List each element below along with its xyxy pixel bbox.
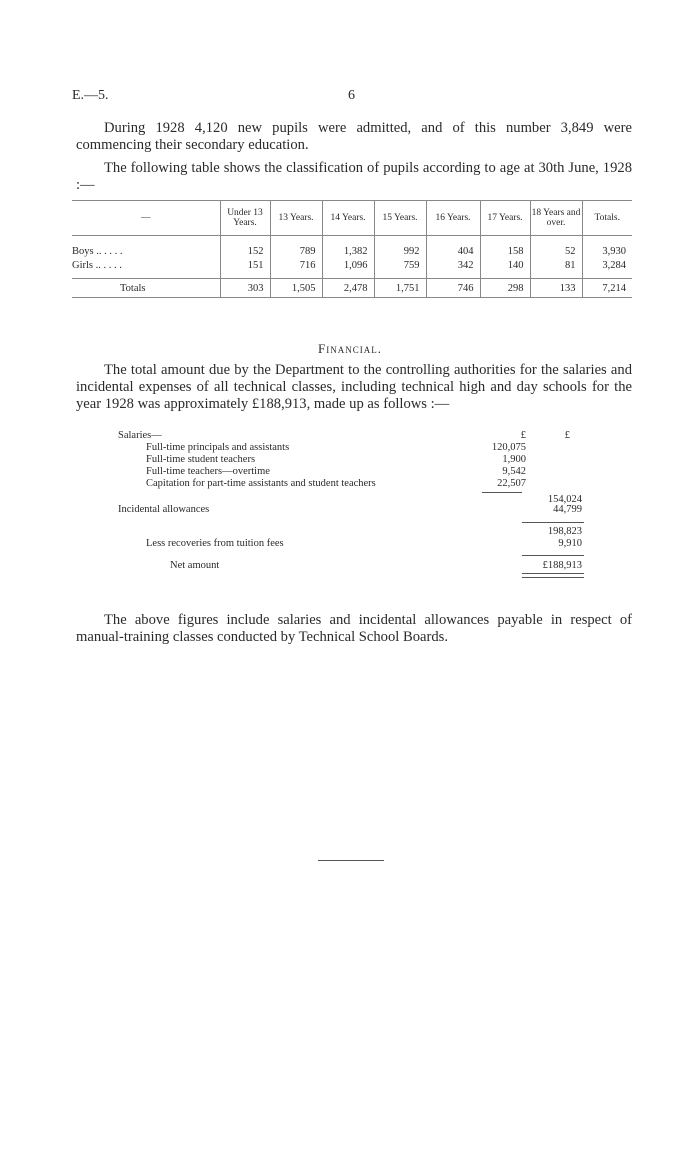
item-amount: 1,900 bbox=[502, 454, 526, 465]
row-label: Girls .. . . . . bbox=[72, 259, 122, 271]
table-header-row bbox=[72, 201, 632, 236]
table-cell: 133 bbox=[530, 279, 582, 298]
statement-row bbox=[118, 572, 588, 578]
item-label: Full-time teachers—overtime bbox=[146, 466, 270, 477]
subtotal-rule bbox=[522, 555, 584, 556]
statement-row bbox=[118, 478, 588, 490]
intro-paragraph-1: During 1928 4,120 new pupils were admitted, and of this number 3,849 were commencing their secondary education. bbox=[76, 120, 632, 153]
item-label: Full-time principals and assistants bbox=[146, 442, 290, 453]
recoveries-label: Less recoveries from tuition fees bbox=[146, 538, 284, 549]
total-double-rule bbox=[522, 573, 584, 578]
financial-statement bbox=[118, 430, 588, 578]
table-cell: 151 bbox=[220, 258, 270, 272]
column-header: 18 Years and over. bbox=[530, 201, 582, 236]
table-row bbox=[72, 258, 632, 272]
incidental-label: Incidental allowances bbox=[118, 504, 210, 515]
column-header: 13 Years. bbox=[270, 201, 322, 236]
table-cell: 404 bbox=[426, 244, 480, 258]
intro-paragraph-2: The following table shows the classification of pupils according to age at 30th June, 1928 :— bbox=[76, 160, 632, 193]
recoveries-amount: 9,910 bbox=[558, 538, 582, 549]
table-cell: 1,096 bbox=[322, 258, 374, 272]
column-header: 16 Years. bbox=[426, 201, 480, 236]
table-cell: 342 bbox=[426, 258, 480, 272]
intro-text bbox=[76, 120, 632, 194]
column-header: 15 Years. bbox=[374, 201, 426, 236]
table-cell: 3,284 bbox=[582, 258, 632, 272]
column-header: 17 Years. bbox=[480, 201, 530, 236]
statement-row bbox=[118, 442, 588, 454]
item-amount: 120,075 bbox=[491, 442, 526, 453]
currency-symbol: £ bbox=[564, 430, 570, 441]
closing-text bbox=[76, 612, 632, 646]
subtotal-amount: 198,823 bbox=[547, 526, 582, 537]
table-cell: 1,751 bbox=[374, 279, 426, 298]
financial-paragraph: The total amount due by the Department to the controlling authorities for the salaries and incidental expenses of all technical classes, including technical high and day schools for the year 1928 was approximately £188,913, made up as follows :— bbox=[76, 362, 632, 412]
item-amount: 22,507 bbox=[497, 478, 526, 489]
item-label: Capitation for part-time assistants and student teachers bbox=[146, 478, 376, 489]
statement-row bbox=[118, 454, 588, 466]
table-cell: 716 bbox=[270, 258, 322, 272]
table-cell: 140 bbox=[480, 258, 530, 272]
statement-header-row bbox=[118, 430, 588, 442]
table-cell: 2,478 bbox=[322, 279, 374, 298]
closing-paragraph: The above figures include salaries and incidental allowances payable in respect of manual-training classes conducted by Technical School Boards. bbox=[76, 612, 632, 645]
table-cell: 789 bbox=[270, 244, 322, 258]
table-cell: 158 bbox=[480, 244, 530, 258]
table-cell: 1,505 bbox=[270, 279, 322, 298]
statement-row bbox=[118, 466, 588, 478]
net-amount: £188,913 bbox=[542, 560, 582, 571]
statement-row bbox=[118, 550, 588, 572]
row-label: Boys .. . . . . bbox=[72, 245, 123, 257]
table-cell: 3,930 bbox=[582, 244, 632, 258]
statement-row bbox=[118, 490, 588, 504]
table-cell: 81 bbox=[530, 258, 582, 272]
subtotal-rule bbox=[482, 492, 522, 493]
table-cell: 52 bbox=[530, 244, 582, 258]
document-reference: E.—5. bbox=[72, 88, 109, 103]
item-label: Full-time student teachers bbox=[146, 454, 256, 465]
incidental-amount: 44,799 bbox=[553, 504, 582, 515]
table-cell: 1,382 bbox=[322, 244, 374, 258]
table-cell: 298 bbox=[480, 279, 530, 298]
page-end-rule bbox=[318, 860, 384, 861]
currency-symbol: £ bbox=[520, 430, 526, 441]
column-header: 14 Years. bbox=[322, 201, 374, 236]
page-number: 6 bbox=[348, 88, 355, 103]
subtotal-rule bbox=[522, 522, 584, 523]
table-cell: 152 bbox=[220, 244, 270, 258]
age-classification-table bbox=[72, 200, 632, 298]
column-header: Totals. bbox=[582, 201, 632, 236]
financial-heading: Financial. bbox=[318, 341, 382, 356]
table-cell: 746 bbox=[426, 279, 480, 298]
statement-row bbox=[118, 516, 588, 536]
table-cell: 759 bbox=[374, 258, 426, 272]
item-amount: 9,542 bbox=[502, 466, 526, 477]
statement-row bbox=[118, 536, 588, 550]
table-cell: 992 bbox=[374, 244, 426, 258]
salaries-label: Salaries— bbox=[118, 430, 162, 441]
row-label: Totals bbox=[72, 279, 220, 298]
statement-row bbox=[118, 504, 588, 516]
table-cell: 303 bbox=[220, 279, 270, 298]
totals-row bbox=[72, 279, 632, 298]
table-row bbox=[72, 244, 632, 258]
salaries-total: 154,024 bbox=[547, 494, 582, 505]
column-header: — bbox=[72, 201, 220, 236]
net-label: Net amount bbox=[170, 560, 220, 571]
table-cell: 7,214 bbox=[582, 279, 632, 298]
column-header: Under 13 Years. bbox=[220, 201, 270, 236]
financial-text bbox=[76, 362, 632, 413]
